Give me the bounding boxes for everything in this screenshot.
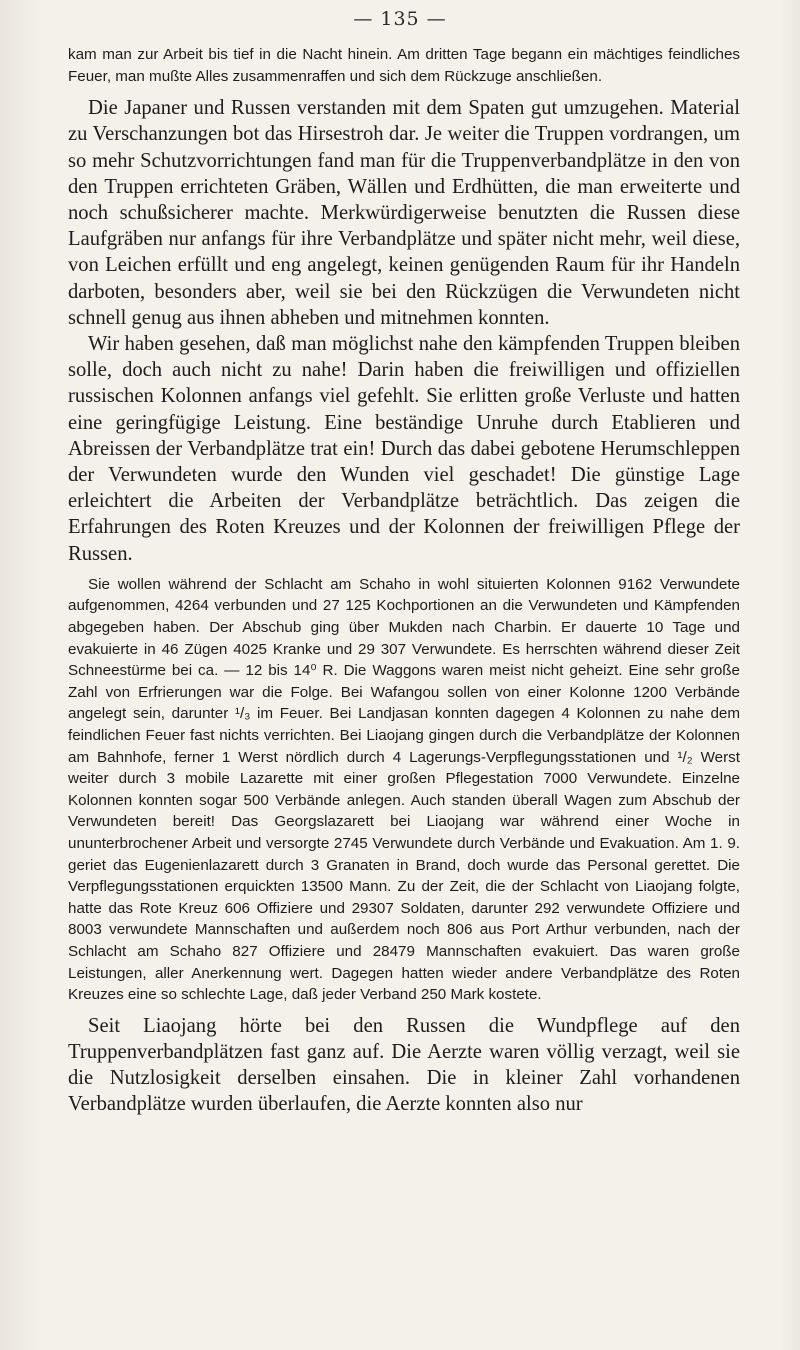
page-body [68, 44, 740, 1118]
paragraph-entrenchments: Die Japaner und Russen verstanden mit dem Spaten gut umzugehen. Material zu Verschanzungen bot das Hirsestroh dar. Je weiter die Truppen vordrangen, um so mehr Schutzvorrichtungen fand man für die Truppenverbandplätze in den von den Truppen errichteten Gräben, Wällen und Erdhütten, die man erweiterte und noch schußsicherer machte. Merkwürdigerweise benutzten die Russen diese Laufgräben nur anfangs für ihre Verbandplätze und später nicht mehr, weil diese, von Leichen erfüllt und eng angelegt, keinen genügenden Raum für ihr Handeln darboten, besonders aber, weil sie bei den Rückzügen die Verwundeten nicht schnell genug aus ihnen abheben und mitnehmen konnten. [68, 97, 740, 329]
paragraph-liaojang: Seit Liaojang hörte bei den Russen die Wundpflege auf den Truppenverbandplätzen fast ganz auf. Die Aerzte waren völlig verzagt, weil sie die Nutzlosigkeit derselben einsahen. Die in kleiner Zahl vorhandenen Verbandplätze wurden überlaufen, die Aerzte konnten also nur [68, 1014, 740, 1116]
paragraph-red-cross-statistics: Sie wollen während der Schlacht am Schaho in wohl situierten Kolonnen 9162 Verwundete aufgenommen, 4264 verbunden und 27 125 Kochportionen an die Verwundeten und Kämpfenden abgegeben haben. Der Abschub ging über Mukden nach Charbin. Er dauerte 10 Tage und evakuierte in 46 Zügen 4025 Kranke und 29 307 Verwundete. Es herrschten während dieser Zeit Schneestürme bei ca. — 12 bis 14⁰ R. Die Waggons waren meist nicht geheizt. Eine sehr große Zahl von Erfrierungen war die Folge. Bei Wafangou sollen von einer Kolonne 1200 Verbände angelegt sein, darunter ¹/₃ im Feuer. Bei Landjasan konnten dagegen 4 Kolonnen zu nahe dem feindlichen Feuer fast nichts verrichten. Bei Liaojang gingen durch die Verbandplätze der Kolonnen am Bahnhofe, ferner 1 Werst nördlich durch 4 Lagerungs-Verpflegungsstationen und ¹/₂ Werst weiter durch 3 mobile Lazarette mit einer großen Pflegestation 7000 Verwundete. Einzelne Kolonnen konnten sogar 500 Verbände anlegen. Auch standen überall Wagen zum Abschub der Verwundeten bereit! Das Georgslazarett bei Liaojang war während einer Woche in ununterbrochener Arbeit und versorgte 2745 Verwundete durch Verbände und Evakuation. Am 1. 9. geriet das Eugenienlazarett durch 3 Granaten in Brand, doch wurde das Personal gerettet. Die Verpflegungsstationen erquickten 13500 Mann. Zu der Zeit, die der Schlacht von Liaojang folgte, hatte das Rote Kreuz 606 Offiziere und 29307 Soldaten, darunter 292 verwundete Offiziere und 8003 verwundete Mannschaften und außerdem noch 806 aus Port Arthur verbunden, nach der Schlacht am Schaho 827 Offiziere und 28479 Mannschaften evakuiert. Das waren große Leistungen, aller Anerkennung wert. Dagegen hatten wieder andere Verbandplätze des Roten Kreuzes eine so schlechte Lage, daß jeder Verband 250 Mark kostete. [68, 575, 740, 1004]
page-number: — 135 — [353, 8, 447, 30]
paragraph-continuation: kam man zur Arbeit bis tief in die Nacht hinein. Am dritten Tage begann ein mächtiges feindliches Feuer, man mußte Alles zusammenraffen und sich dem Rückzuge anschließen. [68, 46, 740, 85]
paragraph-distance-to-troops: Wir haben gesehen, daß man möglichst nahe den kämpfenden Truppen bleiben solle, doch auch nicht zu nahe! Darin haben die freiwilligen und offiziellen russischen Kolonnen anfangs viel gefehlt. Sie erlitten große Verluste und hatten eine geringfügige Leistung. Eine beständige Unruhe durch Etablieren und Abreissen der Verbandplätze trat ein! Durch das dabei gebotene Herumschleppen der Verwundeten wurde den Wunden viel geschadet! Die günstige Lage erleichtert die Arbeiten der Verbandplätze beträchtlich. Das zeigen die Erfahrungen des Roten Kreuzes und der Kolonnen der freiwilligen Pflege der Russen. [68, 333, 740, 565]
